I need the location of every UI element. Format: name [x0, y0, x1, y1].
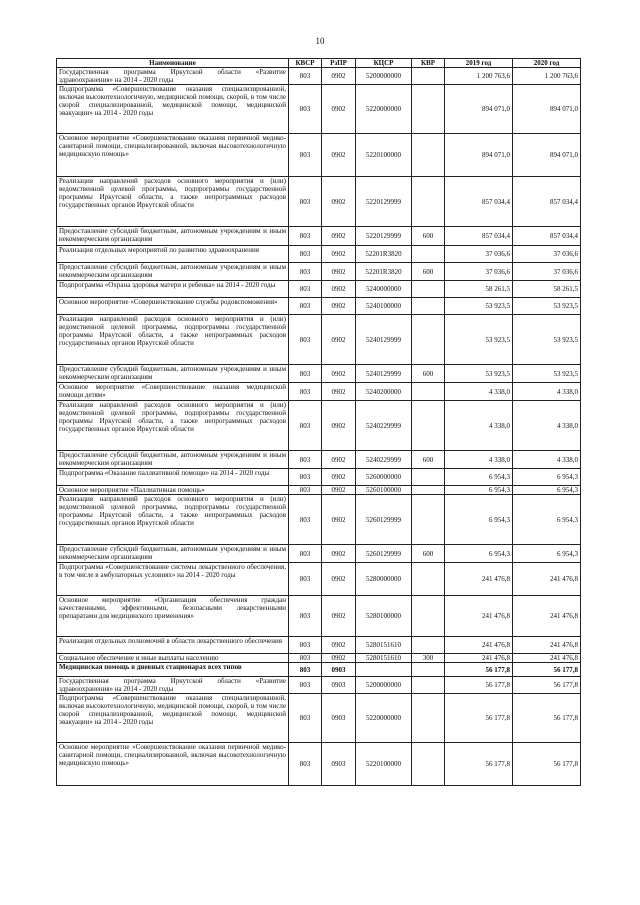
- cell-rzpr: 0902: [322, 246, 356, 263]
- cell-kvsr: 803: [289, 263, 322, 281]
- cell-rzpr: 0902: [322, 227, 356, 246]
- cell-kcsr: 5280151610: [356, 654, 412, 663]
- cell-rzpr: 0902: [322, 134, 356, 177]
- cell-kcsr: 5220100000: [356, 134, 412, 177]
- cell-kvr: [412, 298, 445, 315]
- cell-2019: 53 923,5: [445, 298, 513, 315]
- table-row: [57, 469, 581, 486]
- cell-2019: 53 923,5: [445, 365, 513, 383]
- cell-kvsr: 803: [289, 401, 322, 451]
- cell-2019: 56 177,8: [445, 677, 513, 694]
- cell-kcsr: 5240000000: [356, 281, 412, 298]
- cell-kvsr: 803: [289, 298, 322, 315]
- cell-2019: 6 954,3: [445, 486, 513, 495]
- cell-2019: 857 034,4: [445, 177, 513, 227]
- cell-name: Реализация направлений расходов основного мероприятия и (или) ведомственной целевой программы, подпрограммы государственной программы Иркутской области, а также непрограммных расходов государственных органов Иркутской области: [57, 315, 289, 365]
- header-rzpr: РзПР: [322, 59, 356, 68]
- cell-name: Подпрограмма «Оказание паллиативной помощи» на 2014 - 2020 годы: [57, 469, 289, 486]
- cell-rzpr: 0902: [322, 637, 356, 654]
- table-body: [57, 68, 581, 786]
- cell-kcsr: 52201R3820: [356, 263, 412, 281]
- header-2020: 2020 год: [513, 59, 581, 68]
- cell-2020: 6 954,3: [513, 486, 581, 495]
- cell-rzpr: 0902: [322, 451, 356, 469]
- cell-kvr: 600: [412, 451, 445, 469]
- cell-kvsr: 803: [289, 383, 322, 401]
- cell-kvr: [412, 495, 445, 545]
- table-row: [57, 743, 581, 786]
- cell-name: Основное мероприятие «Организация обеспечения граждан качественными, эффективными, безопасными лекарственными препаратами для медицинского применения»: [57, 596, 289, 637]
- cell-2019: 53 923,5: [445, 315, 513, 365]
- cell-2019: 894 071,0: [445, 134, 513, 177]
- cell-2020: 894 071,0: [513, 85, 581, 134]
- cell-kvsr: 803: [289, 545, 322, 563]
- cell-kvr: [412, 134, 445, 177]
- cell-kvsr: 803: [289, 451, 322, 469]
- page-number: 10: [315, 36, 325, 46]
- table-row: [57, 654, 581, 663]
- cell-rzpr: 0902: [322, 654, 356, 663]
- cell-kvsr: 803: [289, 68, 322, 85]
- cell-kcsr: 5220000000: [356, 694, 412, 743]
- cell-name: Медицинская помощь в дневных стационарах всех типов: [57, 663, 289, 677]
- cell-kcsr: 5240129999: [356, 365, 412, 383]
- cell-kvsr: 803: [289, 315, 322, 365]
- header-kvr: КВР: [412, 59, 445, 68]
- cell-2019: 56 177,8: [445, 663, 513, 677]
- cell-2019: 56 177,8: [445, 743, 513, 786]
- table-row: [57, 694, 581, 743]
- table-row: [57, 68, 581, 85]
- header-kvsr: КВСР: [289, 59, 322, 68]
- cell-2019: 241 476,8: [445, 563, 513, 596]
- cell-kcsr: 5280000000: [356, 563, 412, 596]
- table-row: [57, 451, 581, 469]
- cell-kvr: [412, 85, 445, 134]
- cell-name: Предоставление субсидий бюджетным, автономным учреждениям и иным некоммерческим организациям: [57, 451, 289, 469]
- cell-kvr: [412, 315, 445, 365]
- cell-2020: 37 036,6: [513, 246, 581, 263]
- cell-kcsr: 5260129999: [356, 495, 412, 545]
- table-row: [57, 177, 581, 227]
- table-row: [57, 315, 581, 365]
- cell-rzpr: 0902: [322, 68, 356, 85]
- cell-kvr: [412, 677, 445, 694]
- cell-name: Государственная программа Иркутской области «Развитие здравоохранения» на 2014 - 2020 годы: [57, 677, 289, 694]
- table-header-row: [57, 59, 581, 68]
- cell-kvr: [412, 637, 445, 654]
- cell-kvsr: 803: [289, 663, 322, 677]
- cell-kcsr: 5240100000: [356, 298, 412, 315]
- cell-2020: 58 261,5: [513, 281, 581, 298]
- cell-2020: 4 338,0: [513, 451, 581, 469]
- cell-2019: 894 071,0: [445, 85, 513, 134]
- cell-kvsr: 803: [289, 637, 322, 654]
- cell-2019: 58 261,5: [445, 281, 513, 298]
- cell-rzpr: 0902: [322, 401, 356, 451]
- cell-kvsr: 803: [289, 743, 322, 786]
- cell-2020: 6 954,3: [513, 495, 581, 545]
- cell-kvsr: 803: [289, 469, 322, 486]
- cell-2020: 241 476,8: [513, 637, 581, 654]
- cell-kcsr: 5220129999: [356, 227, 412, 246]
- cell-name: Реализация направлений расходов основного мероприятия и (или) ведомственной целевой программы, подпрограммы государственной программы Иркутской области, а также непрограммных расходов государственных органов Иркутской области: [57, 401, 289, 451]
- cell-kcsr: 5200000000: [356, 677, 412, 694]
- cell-kcsr: 5280100000: [356, 596, 412, 637]
- cell-name: Основное мероприятие «Совершенствование оказания первичной медико-санитарной помощи, специализированной, включая высокотехнологичную медицинскую помощь»: [57, 743, 289, 786]
- table-row: [57, 134, 581, 177]
- cell-kvr: [412, 177, 445, 227]
- cell-name: Предоставление субсидий бюджетным, автономным учреждениям и иным некоммерческим организациям: [57, 545, 289, 563]
- cell-2020: 56 177,8: [513, 743, 581, 786]
- table-row: [57, 663, 581, 677]
- cell-rzpr: 0902: [322, 563, 356, 596]
- cell-2019: 857 034,4: [445, 227, 513, 246]
- cell-name: Основное мероприятие «Совершенствование оказания первичной медико-санитарной помощи, специализированной, включая высокотехнологичную медицинскую помощь»: [57, 134, 289, 177]
- cell-name: Предоставление субсидий бюджетным, автономным учреждениям и иным некоммерческим организациям: [57, 263, 289, 281]
- cell-2019: 1 200 763,6: [445, 68, 513, 85]
- budget-table: [56, 58, 581, 786]
- table-row: [57, 401, 581, 451]
- cell-kvsr: 803: [289, 246, 322, 263]
- cell-2020: 6 954,3: [513, 469, 581, 486]
- cell-name: Реализация направлений расходов основного мероприятия и (или) ведомственной целевой программы, подпрограммы государственной программы Иркутской области, а также непрограммных расходов государственных органов Иркутской области: [57, 495, 289, 545]
- cell-kcsr: 5200000000: [356, 68, 412, 85]
- cell-kcsr: 5260100000: [356, 486, 412, 495]
- cell-kvsr: 803: [289, 596, 322, 637]
- table-row: [57, 545, 581, 563]
- cell-rzpr: 0902: [322, 469, 356, 486]
- cell-kcsr: 5240229999: [356, 451, 412, 469]
- cell-2020: 241 476,8: [513, 563, 581, 596]
- cell-2020: 241 476,8: [513, 654, 581, 663]
- cell-kcsr: 52201R3820: [356, 246, 412, 263]
- cell-kvsr: 803: [289, 654, 322, 663]
- cell-kvr: [412, 743, 445, 786]
- cell-rzpr: 0902: [322, 545, 356, 563]
- cell-kvr: [412, 401, 445, 451]
- cell-kvsr: 803: [289, 365, 322, 383]
- cell-kvr: [412, 486, 445, 495]
- cell-name: Государственная программа Иркутской области «Развитие здравоохранения» на 2014 - 2020 годы: [57, 68, 289, 85]
- cell-rzpr: 0902: [322, 281, 356, 298]
- cell-kvsr: 803: [289, 281, 322, 298]
- header-name: Наименование: [57, 59, 289, 68]
- cell-2020: 37 036,6: [513, 263, 581, 281]
- table-row: [57, 383, 581, 401]
- table-row: [57, 263, 581, 281]
- cell-kvsr: 803: [289, 563, 322, 596]
- cell-2019: 37 036,6: [445, 246, 513, 263]
- cell-kvsr: 803: [289, 177, 322, 227]
- cell-2020: 857 034,4: [513, 177, 581, 227]
- cell-rzpr: 0902: [322, 263, 356, 281]
- cell-kcsr: 5240200000: [356, 383, 412, 401]
- cell-kvr: [412, 383, 445, 401]
- cell-2020: 241 476,8: [513, 596, 581, 637]
- cell-kvsr: 803: [289, 134, 322, 177]
- table-row: [57, 227, 581, 246]
- cell-rzpr: 0903: [322, 694, 356, 743]
- table-row: [57, 281, 581, 298]
- cell-rzpr: 0902: [322, 298, 356, 315]
- cell-kcsr: 5240129999: [356, 315, 412, 365]
- cell-kvr: 600: [412, 227, 445, 246]
- cell-2019: 6 954,3: [445, 545, 513, 563]
- cell-kvr: [412, 663, 445, 677]
- table-row: [57, 563, 581, 596]
- table-row: [57, 596, 581, 637]
- cell-2020: 4 338,0: [513, 401, 581, 451]
- cell-kvsr: 803: [289, 677, 322, 694]
- cell-kvr: 300: [412, 654, 445, 663]
- cell-name: Реализация отдельных полномочий в области лекарственного обеспечения: [57, 637, 289, 654]
- cell-rzpr: 0903: [322, 677, 356, 694]
- header-kcsr: КЦСР: [356, 59, 412, 68]
- cell-2020: 53 923,5: [513, 315, 581, 365]
- table-row: [57, 495, 581, 545]
- cell-name: Реализация направлений расходов основного мероприятия и (или) ведомственной целевой программы, подпрограммы государственной программы Иркутской области, а также непрограммных расходов государственных органов Иркутской области: [57, 177, 289, 227]
- header-2019: 2019 год: [445, 59, 513, 68]
- cell-kcsr: [356, 663, 412, 677]
- cell-rzpr: 0902: [322, 495, 356, 545]
- cell-2019: 4 338,0: [445, 401, 513, 451]
- cell-kvsr: 803: [289, 227, 322, 246]
- cell-rzpr: 0903: [322, 663, 356, 677]
- table-row: [57, 298, 581, 315]
- cell-2019: 241 476,8: [445, 596, 513, 637]
- cell-kcsr: 5260129999: [356, 545, 412, 563]
- cell-2020: 1 200 763,6: [513, 68, 581, 85]
- cell-2019: 6 954,3: [445, 469, 513, 486]
- cell-2020: 56 177,8: [513, 694, 581, 743]
- table-row: [57, 85, 581, 134]
- cell-2020: 53 923,5: [513, 298, 581, 315]
- cell-rzpr: 0903: [322, 743, 356, 786]
- cell-kvsr: 803: [289, 495, 322, 545]
- cell-2019: 241 476,8: [445, 637, 513, 654]
- cell-name: Подпрограмма «Совершенствование системы лекарственного обеспечения, в том числе в амбулаторных условиях» на 2014 - 2020 годы: [57, 563, 289, 596]
- cell-2019: 37 036,6: [445, 263, 513, 281]
- cell-name: Предоставление субсидий бюджетным, автономным учреждениям и иным некоммерческим организациям: [57, 365, 289, 383]
- cell-kcsr: 5240229999: [356, 401, 412, 451]
- cell-rzpr: 0902: [322, 315, 356, 365]
- cell-2020: 857 034,4: [513, 227, 581, 246]
- cell-name: Основное мероприятие «Совершенствование оказания медицинской помощи детям»: [57, 383, 289, 401]
- cell-2019: 56 177,8: [445, 694, 513, 743]
- cell-name: Реализация отдельных мероприятий по развитию здравоохранения: [57, 246, 289, 263]
- cell-2019: 6 954,3: [445, 495, 513, 545]
- cell-rzpr: 0902: [322, 365, 356, 383]
- cell-2019: 4 338,0: [445, 383, 513, 401]
- table-row: [57, 486, 581, 495]
- cell-kvr: [412, 68, 445, 85]
- cell-2019: 4 338,0: [445, 451, 513, 469]
- cell-2020: 56 177,8: [513, 663, 581, 677]
- cell-kcsr: 5280151610: [356, 637, 412, 654]
- cell-kcsr: 5220000000: [356, 85, 412, 134]
- cell-name: Подпрограмма «Совершенствование оказания специализированной, включая высокотехнологичную, медицинской помощи, скорой, в том числе скорой специализированной, медицинской помощи, медицинской эвакуации» на 2014 - 2020 годы: [57, 694, 289, 743]
- cell-rzpr: 0902: [322, 177, 356, 227]
- cell-kcsr: 5260000000: [356, 469, 412, 486]
- cell-2019: 241 476,8: [445, 654, 513, 663]
- cell-2020: 56 177,8: [513, 677, 581, 694]
- cell-rzpr: 0902: [322, 596, 356, 637]
- cell-name: Социальное обеспечение и иные выплаты населению: [57, 654, 289, 663]
- cell-2020: 53 923,5: [513, 365, 581, 383]
- table-row: [57, 246, 581, 263]
- table-row: [57, 637, 581, 654]
- cell-rzpr: 0902: [322, 85, 356, 134]
- cell-kvsr: 803: [289, 85, 322, 134]
- cell-rzpr: 0902: [322, 486, 356, 495]
- cell-kvr: [412, 281, 445, 298]
- cell-name: Основное мероприятие «Совершенствование службы родовспоможения»: [57, 298, 289, 315]
- cell-kvr: 600: [412, 545, 445, 563]
- cell-2020: 6 954,3: [513, 545, 581, 563]
- cell-kvr: [412, 246, 445, 263]
- cell-name: Основное мероприятие «Паллиативная помощь»: [57, 486, 289, 495]
- table-row: [57, 365, 581, 383]
- cell-rzpr: 0902: [322, 383, 356, 401]
- cell-name: Подпрограмма «Совершенствование оказания специализированной, включая высокотехнологичную, медицинской помощи, скорой, в том числе скорой специализированной, медицинской помощи, медицинской эвакуации» на 2014 - 2020 годы: [57, 85, 289, 134]
- cell-name: Подпрограмма «Охрана здоровья матери и ребенка» на 2014 - 2020 годы: [57, 281, 289, 298]
- cell-kvsr: 803: [289, 694, 322, 743]
- cell-2020: 4 338,0: [513, 383, 581, 401]
- cell-kvr: [412, 469, 445, 486]
- cell-kcsr: 5220100000: [356, 743, 412, 786]
- cell-name: Предоставление субсидий бюджетным, автономным учреждениям и иным некоммерческим организациям: [57, 227, 289, 246]
- cell-kcsr: 5220129999: [356, 177, 412, 227]
- cell-2020: 894 071,0: [513, 134, 581, 177]
- cell-kvr: 600: [412, 365, 445, 383]
- table-row: [57, 677, 581, 694]
- cell-kvr: [412, 596, 445, 637]
- cell-kvr: [412, 694, 445, 743]
- cell-kvsr: 803: [289, 486, 322, 495]
- cell-kvr: 600: [412, 263, 445, 281]
- cell-kvr: [412, 563, 445, 596]
